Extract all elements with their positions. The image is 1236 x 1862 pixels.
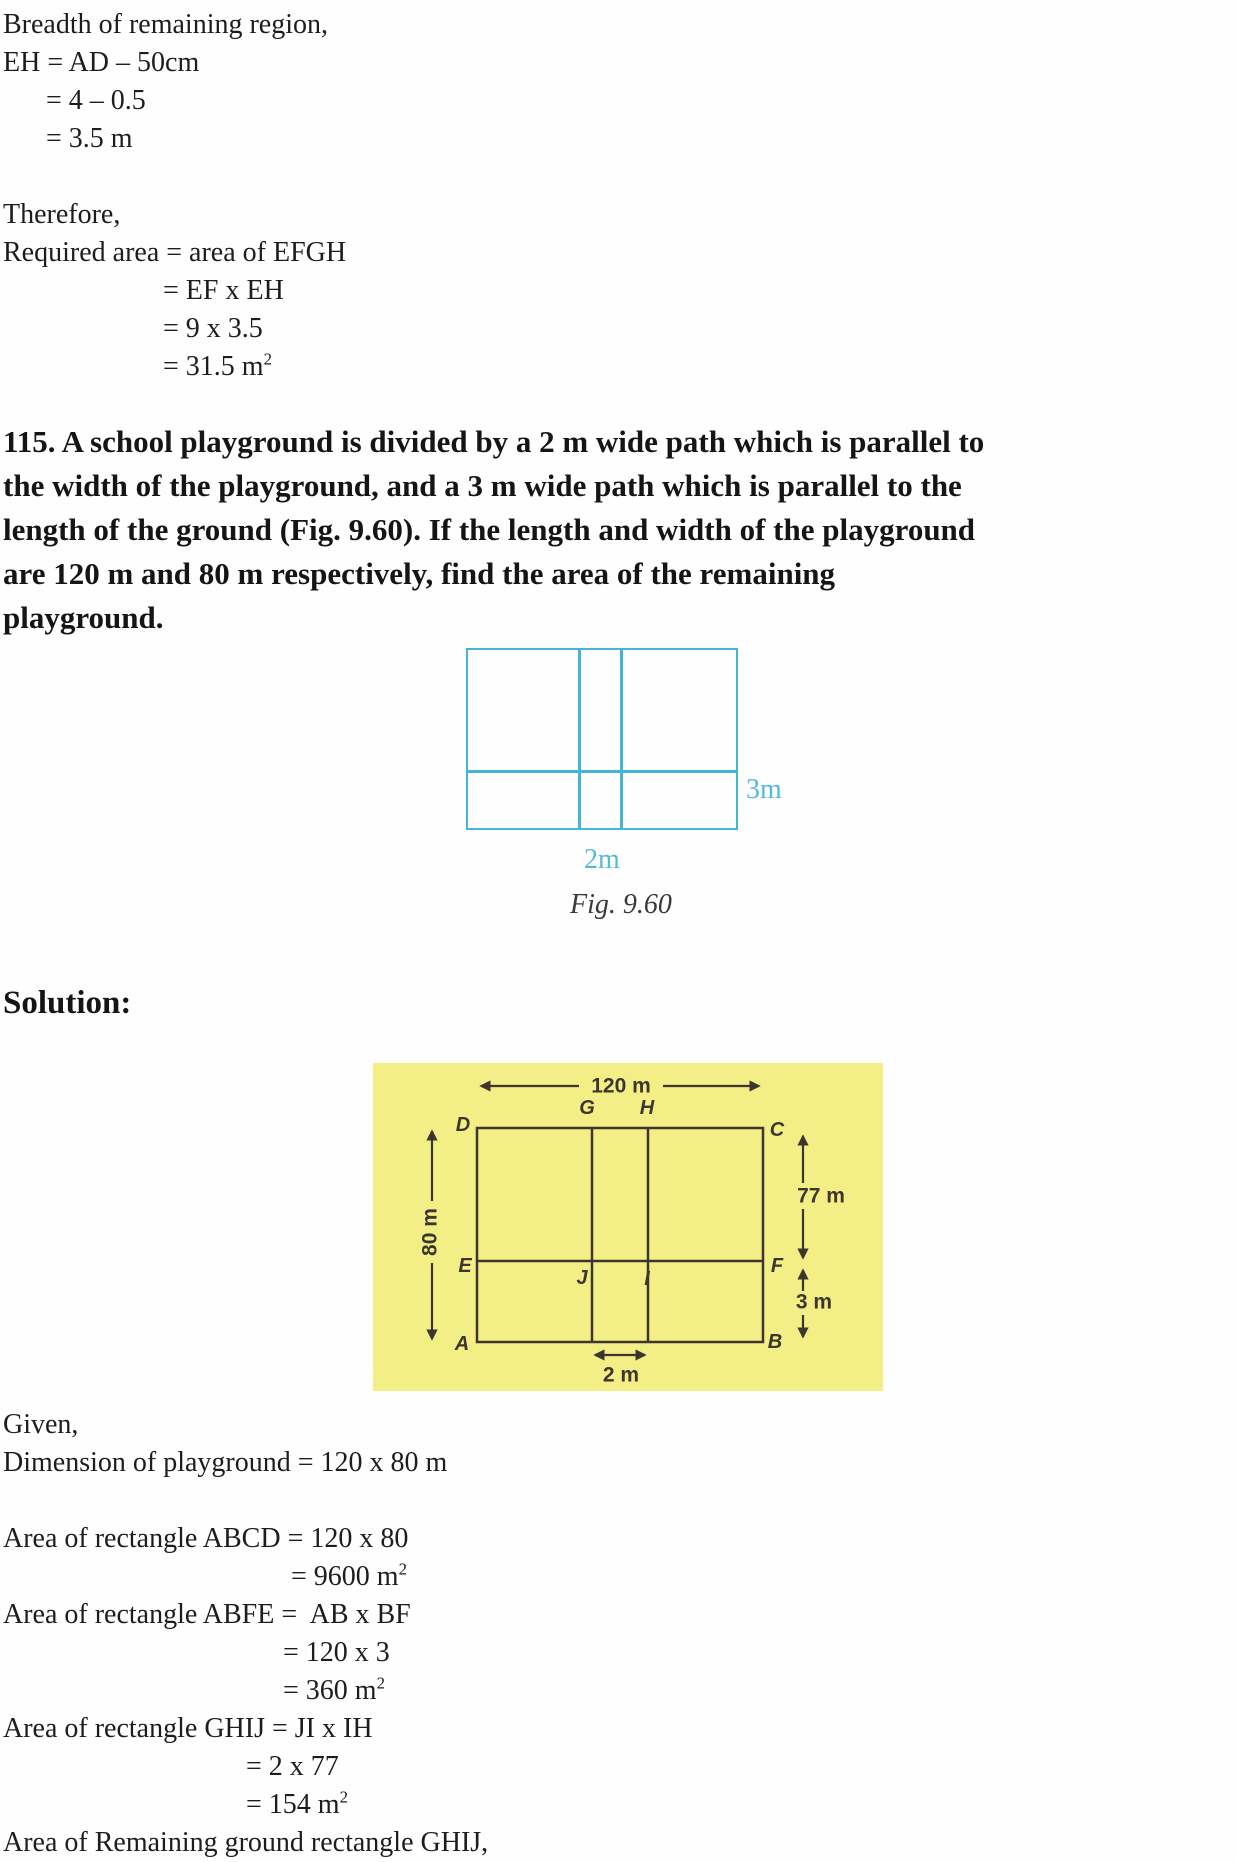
solution-figure (373, 1063, 883, 1391)
equation-line: Required area = area of EFGH (3, 237, 347, 268)
superscript: 2 (263, 349, 272, 369)
point-label-G: G (579, 1097, 595, 1119)
point-label-H: H (639, 1097, 655, 1119)
problem-line: are 120 m and 80 m respectively, find the area of the remaining (3, 556, 836, 591)
blank-line (3, 1482, 488, 1520)
problem-line: the width of the playground, and a 3 m wide path which is parallel to the (3, 468, 962, 503)
given-work-block (3, 1406, 488, 1862)
equation-line: = EF x EH (163, 275, 284, 306)
horizontal-path-line (466, 770, 738, 773)
figure-caption: Fig. 9.60 (570, 889, 672, 920)
superscript: 2 (376, 1673, 385, 1693)
equation-line: Area of rectangle ABFE = AB x BF (3, 1599, 411, 1630)
equation-line: = 9600 $m^2$ (291, 1559, 407, 1592)
problem-line: length of the ground (Fig. 9.60). If the length and width of the playground (3, 512, 976, 547)
equation-line: = 2 x 77 (246, 1751, 339, 1782)
dimension-label-120m: 120 m (591, 1074, 651, 1098)
point-label-A: A (454, 1333, 470, 1355)
equation-line: = 3.5 m (46, 123, 133, 154)
dimension-label-80m: 80 m (418, 1208, 442, 1256)
text-line: Breadth of remaining region, (3, 9, 329, 40)
path-width-label-2m: 2m (584, 844, 620, 875)
vertical-path-line-right (620, 648, 623, 830)
blank-line (3, 158, 346, 196)
dimension-label-77m: 77 m (797, 1184, 845, 1208)
problem-line: 115. A school playground is divided by a 2 m wide path which is parallel to (3, 424, 985, 459)
point-label-E: E (458, 1255, 472, 1277)
point-label-J: J (576, 1267, 588, 1289)
intro-work-block (3, 6, 346, 386)
equation-line: = 31.5 $m^2$ (163, 349, 272, 382)
equation-line: Dimension of playground = 120 x 80 m (3, 1447, 448, 1478)
equation-line: = 4 – 0.5 (46, 85, 146, 116)
solution-heading: Solution: (3, 985, 132, 1021)
point-label-C: C (769, 1119, 785, 1141)
vertical-path-line-left (578, 648, 581, 830)
equation-line: = 360 $m^2$ (283, 1673, 385, 1706)
dimension-label-3m: 3 m (795, 1290, 833, 1314)
text-line: Area of Remaining ground rectangle GHIJ, (3, 1827, 489, 1858)
superscript: 2 (398, 1559, 407, 1579)
point-label-D: D (455, 1114, 471, 1136)
point-label-B: B (767, 1331, 783, 1353)
problem-line: playground. (3, 600, 164, 635)
equation-line: = 9 x 3.5 (163, 313, 263, 344)
equation-line: = 154 $m^2$ (246, 1787, 348, 1820)
point-label-F: F (770, 1255, 784, 1277)
equation-line: = 120 x 3 (283, 1637, 390, 1668)
text-line: Given, (3, 1409, 79, 1440)
equation-line: Area of rectangle GHIJ = JI x IH (3, 1713, 373, 1744)
problem-statement (3, 420, 984, 640)
text-line: Therefore, (3, 199, 121, 230)
superscript: 2 (339, 1787, 348, 1807)
playground-outline (466, 648, 738, 830)
dimension-label-2m: 2 m (602, 1363, 640, 1387)
point-label-I: I (644, 1268, 650, 1290)
equation-line: Area of rectangle ABCD = 120 x 80 (3, 1523, 409, 1554)
equation-line: EH = AD – 50cm (3, 47, 200, 78)
path-width-label-3m: 3m (746, 774, 782, 805)
